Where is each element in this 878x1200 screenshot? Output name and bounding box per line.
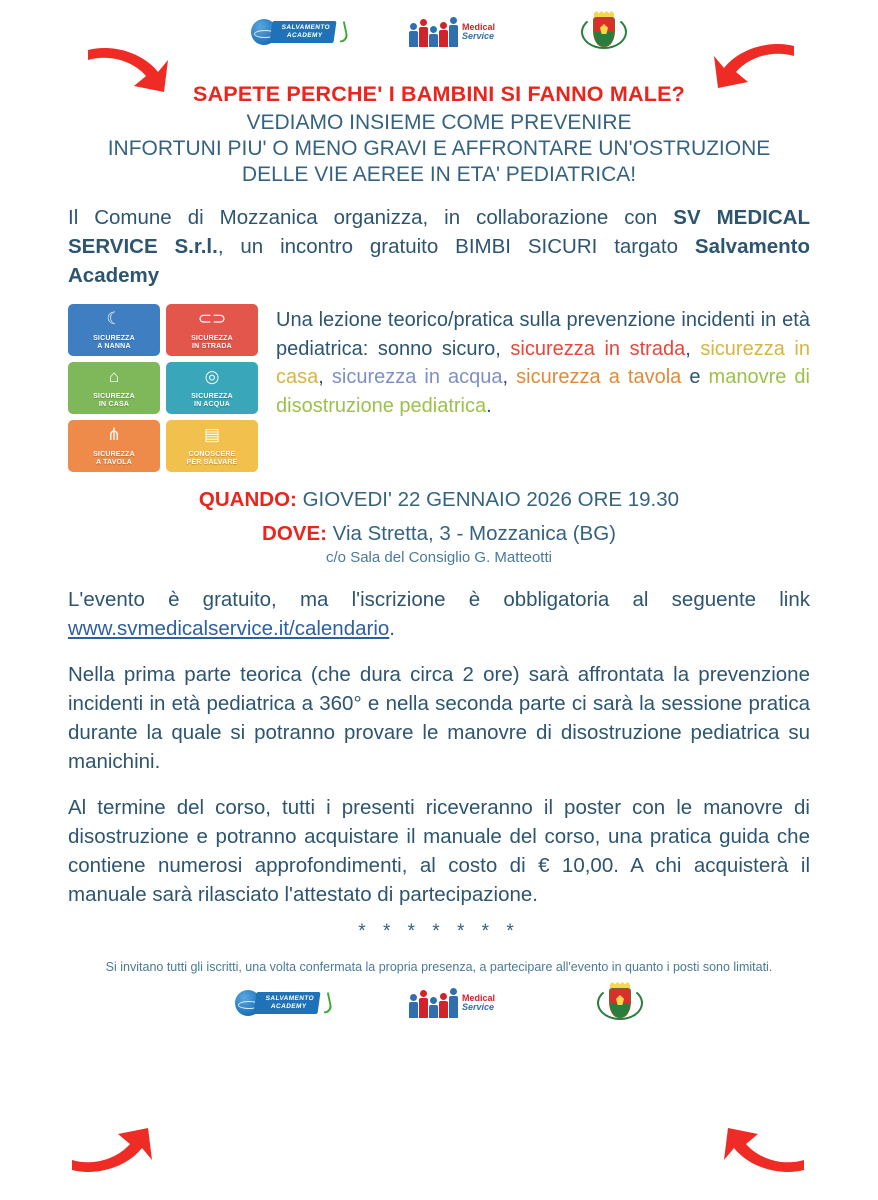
- person-icon: [449, 988, 458, 1018]
- car-icon: ⊂⊃: [197, 309, 227, 328]
- salvamento-academy-logo: [251, 14, 347, 50]
- salvamento-logo-text: [253, 992, 321, 1014]
- lesson-topic-acqua: sicurezza in acqua: [331, 366, 503, 388]
- lesson-topic-casa: sicurezza in casa: [276, 337, 810, 388]
- moon-icon: ☾: [106, 309, 122, 328]
- when-label: QUANDO:: [198, 488, 297, 511]
- lesson-sep-1: ,: [685, 337, 701, 360]
- salvamento-logo-text: [269, 21, 337, 43]
- comune-crest-logo: [581, 11, 627, 53]
- icon-card-caption-1: SICUREZZA: [191, 393, 233, 400]
- lesson-sep-3: ,: [502, 366, 517, 388]
- lesson-topic-manovre: manovre di disostruzione pediatrica: [276, 366, 810, 417]
- closing-paragraph: Al termine del corso, tutti i presenti riceveranno il poster con le manovre di disostruzione e potranno acquistare il manuale del corso, una pratica guida che contiene numerosi approfondimenti, al costo di € 10,00. A chi acquisterà il manuale sarà rilasciato l'attestato di partecipazione.: [68, 796, 810, 906]
- headline-line-4: DELLE VIE AEREE IN ETA' PEDIATRICA!: [241, 163, 637, 186]
- cutlery-icon: ⋔: [106, 425, 122, 444]
- shield-icon: [593, 17, 615, 47]
- where-venue-detail: c/o Sala del Consiglio G. Matteotti: [326, 549, 552, 566]
- salvamento-logo-line1: SALVAMENTO: [265, 995, 315, 1002]
- icon-card-sicurezza-a-tavola: [68, 420, 160, 472]
- person-icon: [419, 19, 428, 47]
- person-icon: [419, 990, 428, 1018]
- safety-icon-grid: [68, 304, 258, 472]
- lesson-sep-4: e: [681, 366, 709, 388]
- icon-card-caption-1: SICUREZZA: [93, 451, 135, 458]
- salvamento-academy-logo-footer: [235, 985, 331, 1021]
- event-where: [68, 522, 810, 546]
- medical-logo-line1: Medical: [462, 22, 496, 32]
- registration-link[interactable]: www.svmedicalservice.it/calendario: [68, 617, 390, 640]
- hook-icon: [336, 21, 349, 42]
- shield-icon: [609, 988, 631, 1018]
- where-label: DOVE:: [262, 522, 327, 545]
- person-icon: [449, 17, 458, 47]
- where-value: Via Stretta, 3 - Mozzanica (BG): [332, 522, 616, 545]
- icon-card-caption-2: IN ACQUA: [194, 401, 230, 408]
- hook-icon: [320, 992, 333, 1013]
- when-value: GIOVEDI' 22 GENNAIO 2026 ORE 19.30: [302, 488, 680, 511]
- headline-line-2: VEDIAMO INSIEME COME PREVENIRE: [246, 111, 632, 134]
- intro-paragraph: [68, 203, 810, 290]
- people-icon: [409, 988, 458, 1018]
- lesson-description: [276, 304, 810, 472]
- lesson-sep-2: ,: [318, 366, 332, 388]
- medical-service-logo-text: [462, 994, 495, 1012]
- icon-card-caption-1: SICUREZZA: [93, 393, 135, 400]
- person-icon: [409, 994, 418, 1018]
- intro-bold-1: SV MEDICAL SERVICE S.r.l.: [68, 206, 810, 258]
- icon-card-caption-2: IN CASA: [98, 401, 130, 408]
- headline-line-1: SAPETE PERCHE' I BAMBINI SI FANNO MALE?: [193, 82, 685, 106]
- medical-service-logo: [409, 12, 519, 52]
- lesson-end: .: [486, 394, 492, 417]
- person-icon: [429, 26, 438, 47]
- theory-paragraph: Nella prima parte teorica (che dura circa 2 ore) sarà affrontata la prevenzione incidenti in età pediatrica a 360° e nella seconda parte ci sarà la sessione pratica durante la quale si potranno provare le manovre di disostruzione pediatrica su manichini.: [68, 663, 810, 773]
- person-icon: [429, 997, 438, 1018]
- person-icon: [439, 993, 448, 1018]
- lifebuoy-icon: ◎: [204, 367, 220, 386]
- house-icon: ⌂: [108, 367, 120, 386]
- footnote: Si invitano tutti gli iscritti, una volta confermata la propria presenza, a partecipare all'evento in quanto i posti sono limitati.: [105, 960, 773, 974]
- intro-part-2: , un incontro gratuito BIMBI SICURI targato: [217, 235, 695, 258]
- medical-logo-line2: Service: [462, 31, 495, 41]
- book-icon: ▤: [203, 425, 221, 444]
- icon-card-caption-2: PER SALVARE: [186, 459, 238, 466]
- lesson-part-1: Una lezione teorico/pratica sulla prevenzione incidenti in età pediatrica: sonno sicuro,: [276, 309, 810, 360]
- icon-card-conoscere-per-salvare: [166, 420, 258, 472]
- intro-part-1: Il Comune di Mozzanica organizza, in collaborazione con: [68, 206, 674, 229]
- crown-icon: [610, 982, 630, 988]
- salvamento-logo-line1: SALVAMENTO: [281, 24, 331, 31]
- headline: [68, 82, 810, 188]
- arrow-icon-bottom-left: [68, 1120, 154, 1178]
- star-divider: * * * * * * *: [358, 921, 520, 942]
- header-logo-row: [68, 0, 810, 54]
- footer-logo-row: [68, 976, 810, 1030]
- people-icon: [409, 17, 458, 47]
- icon-card-sicurezza-a-nanna: [68, 304, 160, 356]
- icon-card-sicurezza-in-casa: [68, 362, 160, 414]
- medical-service-logo-footer: [409, 983, 519, 1023]
- intro-bold-2: Salvamento Academy: [68, 235, 810, 287]
- lesson-topic-strada: sicurezza in strada: [510, 337, 686, 360]
- person-icon: [439, 22, 448, 47]
- person-icon: [409, 23, 418, 47]
- headline-line-3: INFORTUNI PIU' O MENO GRAVI E AFFRONTARE UN'OSTRUZIONE: [107, 137, 771, 160]
- icon-card-caption-2: A NANNA: [97, 343, 131, 350]
- icon-card-caption-1: SICUREZZA: [93, 335, 135, 342]
- medical-logo-line2: Service: [462, 1002, 495, 1012]
- medical-logo-line1: Medical: [462, 993, 496, 1003]
- registration-paragraph: [68, 585, 810, 643]
- event-when: [68, 488, 810, 512]
- icon-card-sicurezza-in-strada: [166, 304, 258, 356]
- arrow-icon-bottom-right: [722, 1120, 808, 1178]
- medical-service-logo-text: [462, 23, 495, 41]
- salvamento-logo-line2: ACADEMY: [286, 32, 324, 39]
- lesson-section: [68, 304, 810, 472]
- salvamento-logo-line2: ACADEMY: [270, 1003, 308, 1010]
- icon-card-caption-2: IN STRADA: [192, 343, 232, 350]
- crown-icon: [594, 11, 614, 17]
- icon-card-caption-2: A TAVOLA: [95, 459, 133, 466]
- comune-crest-logo-footer: [597, 982, 643, 1024]
- arrow-icon-top-left: [84, 42, 170, 100]
- arrow-icon-top-right: [712, 38, 798, 96]
- registration-text-after: .: [389, 617, 395, 640]
- icon-card-sicurezza-in-acqua: [166, 362, 258, 414]
- icon-card-caption-1: CONOSCERE: [188, 451, 236, 458]
- icon-card-caption-1: SICUREZZA: [191, 335, 233, 342]
- lesson-topic-tavola: sicurezza a tavola: [516, 366, 682, 388]
- registration-text-before: L'evento è gratuito, ma l'iscrizione è obbligatoria al seguente link: [68, 588, 810, 611]
